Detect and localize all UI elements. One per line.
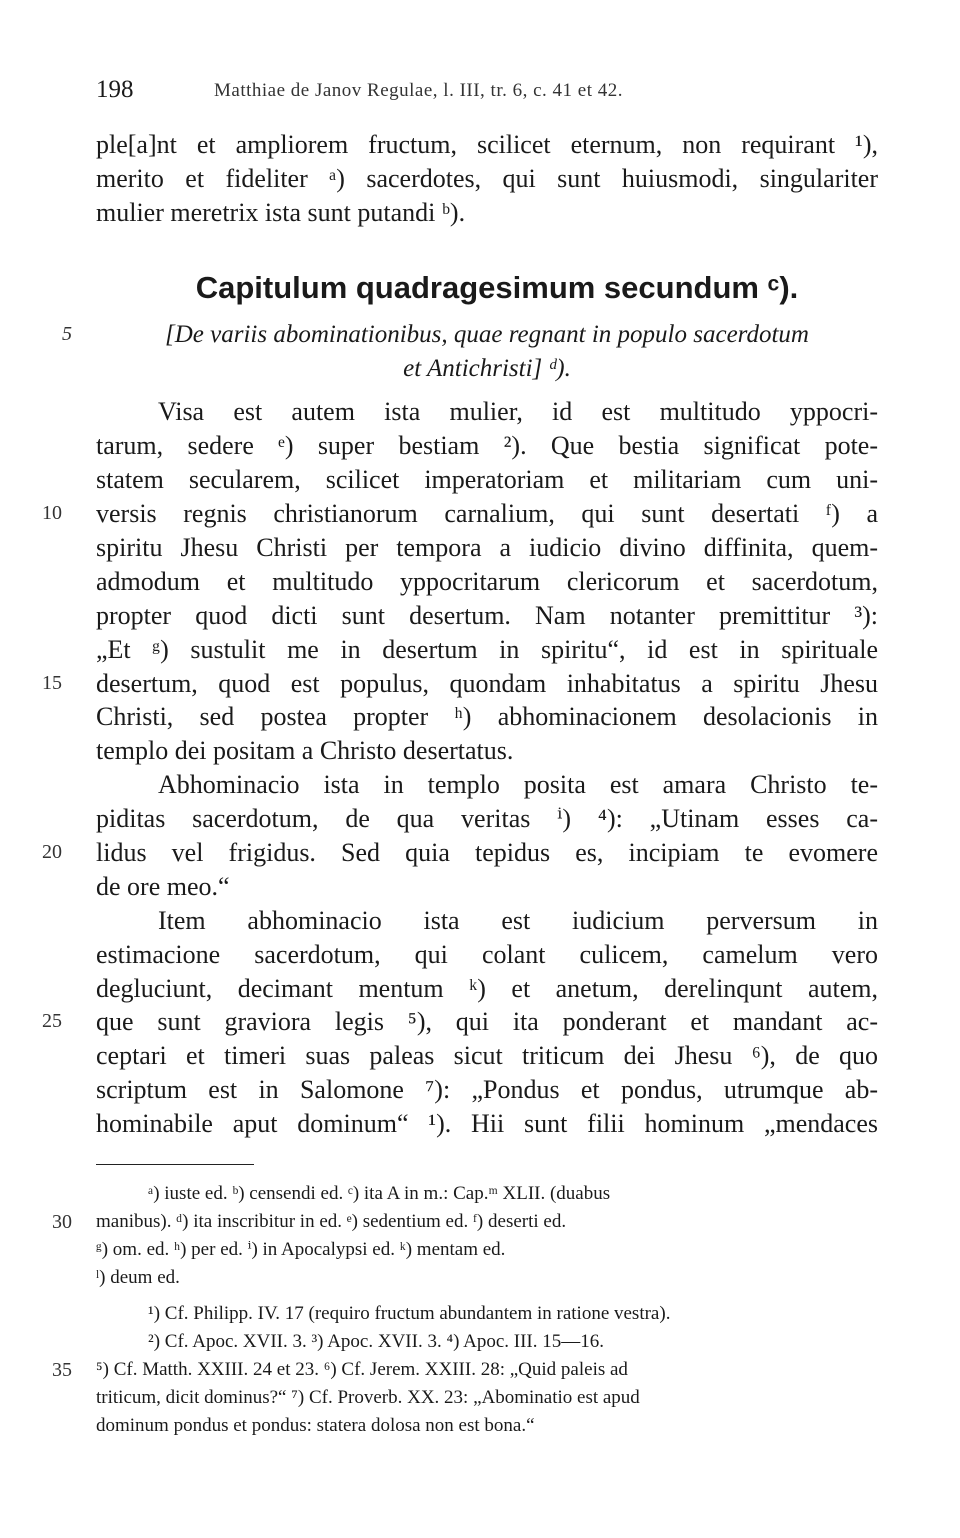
source-note: 35 ⁵) Cf. Matth. XXIII. 24 et 23. ⁶) Cf. Jerem. XXIII. 28: „Quid paleis ad — [52, 1359, 628, 1381]
critical-apparatus — [52, 1180, 878, 1292]
text-line: propter quod dicti sunt desertum. Nam notanter premittitur ³): — [96, 600, 878, 630]
text-line: mulier meretrix ista sunt putandi ᵇ). — [96, 197, 466, 227]
text-line: 20 lidus vel frigidus. Sed quia tepidus es, incipiam te evomere — [42, 838, 878, 868]
chapter-subtitle: et Antichristi] ᵈ). — [403, 354, 571, 382]
source-notes — [52, 1300, 878, 1440]
page-header — [96, 76, 876, 112]
text-line: spiritu Jhesu Christi per tempora a iudicio divino diffinita, quem- — [96, 533, 878, 563]
apparatus-note: ᵃ) iuste ed. ᵇ) censendi ed. ᶜ) ita A in m.: Cap.ᵐ XLII. (duabus — [148, 1183, 611, 1204]
text-line: statem secularem, scilicet imperatoriam et militariam cum uni- — [96, 465, 878, 495]
text-line: de ore meo.“ — [96, 871, 230, 901]
source-note: ²) Cf. Apoc. XVII. 3. ³) Apoc. XVII. 3. ⁴) Apoc. III. 15—16. — [148, 1331, 604, 1352]
text-line: Visa est autem ista mulier, id est multitudo yppocri- — [158, 397, 878, 427]
text-line: piditas sacerdotum, de qua veritas ⁱ) ⁴): „Utinam esses ca- — [96, 804, 878, 834]
running-title: Matthiae de Janov Regulae, l. III, tr. 6, c. 41 et 42. — [214, 80, 624, 101]
apparatus-note: 30 manibus). ᵈ) ita inscribitur in ed. ᵉ) sedentium ed. ᶠ) deserti ed. — [52, 1211, 567, 1233]
text-line: ple[a]nt et ampliorem fructum, scilicet eternum, non requirant ¹), — [96, 130, 878, 159]
text-line: degluciunt, decimant mentum ᵏ) et anetum, derelinqunt autem, — [96, 973, 878, 1003]
text-line: tarum, sedere ᵉ) super bestiam ²). Que bestia significat pote- — [96, 431, 878, 461]
text-line: merito et fideliter ᵃ) sacerdotes, qui sunt huiusmodi, singulariter — [96, 163, 878, 193]
apparatus-note: ˡ) deum ed. — [96, 1267, 180, 1288]
text-line: Christi, sed postea propter ʰ) abhominacionem desolacionis in — [96, 702, 878, 732]
text-line: ceptari et timeri suas paleas sicut triticum dei Jhesu ⁶), de quo — [96, 1041, 878, 1071]
chapter-subtitle: 5 [De variis abominationibus, quae regnant in populo sacerdotum — [62, 320, 809, 348]
text-line: templo dei positam a Christo desertatus. — [96, 736, 514, 766]
main-text — [42, 128, 878, 1141]
text-line: „Et ᵍ) sustulit me in desertum in spiritu“, id est in spirituale — [96, 634, 878, 664]
chapter-title: Capitulum quadragesimum secundum ᶜ). — [195, 269, 799, 305]
text-line: 15 desertum, quod est populus, quondam inhabitatus a spiritu Jhesu — [42, 668, 878, 698]
source-note: triticum, dicit dominus?“ ⁷) Cf. Proverb. XX. 23: „Abominatio est apud — [96, 1387, 640, 1408]
text-line: admodum et multitudo yppocritarum clericorum et sacerdotum, — [96, 566, 878, 596]
apparatus-note: ᵍ) om. ed. ʰ) per ed. ⁱ) in Apocalypsi ed. ᵏ) mentam ed. — [96, 1239, 506, 1260]
text-line: 25 que sunt graviora legis ⁵), qui ita ponderant et mandant ac- — [42, 1007, 878, 1037]
text-line: hominabile aput dominum“ ¹). Hii sunt filii hominum „mendaces — [96, 1109, 878, 1139]
text-line: scriptum est in Salomone ⁷): „Pondus et pondus, utrumque ab- — [96, 1075, 878, 1105]
source-note: ¹) Cf. Philipp. IV. 17 (requiro fructum abundantem in ratione vestra). — [148, 1303, 671, 1324]
page-number: 198 — [96, 76, 134, 103]
text-line: Item abhominacio ista est iudicium perversum in — [158, 905, 878, 935]
footnote-divider — [96, 1164, 254, 1165]
source-note: dominum pondus et pondus: statera dolosa non est bona.“ — [96, 1415, 535, 1436]
text-line: Abhominacio ista in templo posita est amara Christo te- — [158, 770, 878, 800]
text-line: 10 versis regnis christianorum carnalium, qui sunt desertati ᶠ) a — [42, 499, 878, 529]
text-line: estimacione sacerdotum, qui colant culicem, camelum vero — [96, 939, 878, 969]
